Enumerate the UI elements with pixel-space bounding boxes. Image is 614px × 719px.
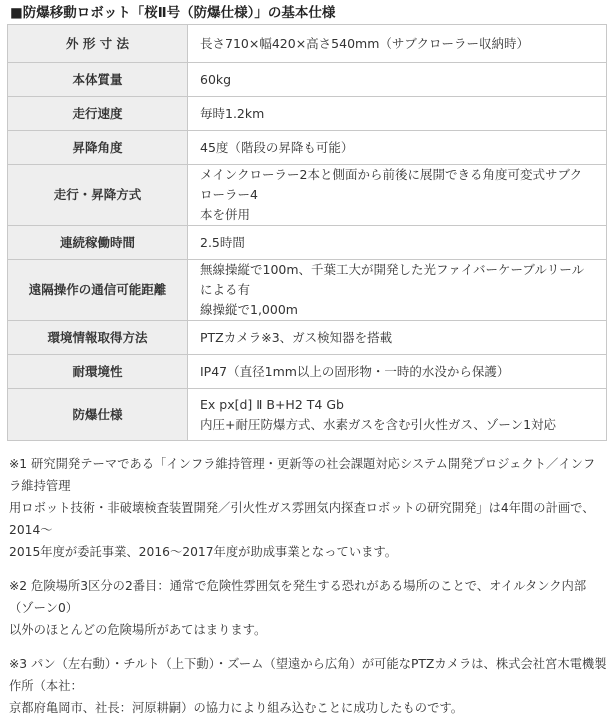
spec-row xyxy=(8,131,607,165)
spec-table xyxy=(7,24,607,441)
spec-row xyxy=(8,25,607,63)
spec-label: 走行速度 xyxy=(8,97,188,131)
spec-value-line: 毎時1.2km xyxy=(200,105,265,121)
spec-value xyxy=(188,63,607,97)
spec-label: 昇降角度 xyxy=(8,131,188,165)
spec-value xyxy=(188,25,607,63)
spec-row xyxy=(8,321,607,355)
spec-value xyxy=(188,355,607,389)
spec-label: 連続稼働時間 xyxy=(8,226,188,260)
spec-label: 本体質量 xyxy=(8,63,188,97)
spec-value-line: 2.5時間 xyxy=(200,234,245,250)
spec-value xyxy=(188,321,607,355)
spec-row xyxy=(8,355,607,389)
spec-heading: ■防爆移動ロボット「桜Ⅱ号（防爆仕様）」の基本仕様 xyxy=(10,5,336,21)
footnote-line: 用ロボット技術・非破壊検査装置開発／引火性ガス雰囲気内探査ロボットの研究開発」は4年間の計画で、2014～ xyxy=(9,501,595,537)
spec-row xyxy=(8,63,607,97)
footnote-line: 京都府亀岡市、社長：河原耕嗣）の協力により組み込むことに成功したものです。 xyxy=(9,701,464,715)
footnote-line: ※1 研究開発テーマである「インフラ維持管理・更新等の社会課題対応システム開発プロジェクト／インフラ維持管理 xyxy=(9,457,596,493)
spec-value-line: 内圧+耐圧防爆方式、水素ガスを含む引火性ガス、ゾーン1対応 xyxy=(200,416,557,432)
spec-value-line: IP47（直径1mm以上の固形物・一時的水没から保護） xyxy=(200,363,510,379)
spec-label: 耐環境性 xyxy=(8,355,188,389)
page xyxy=(0,3,614,715)
spec-value-line: 長さ710×幅420×高さ540mm（サブクローラー収納時） xyxy=(200,35,530,51)
spec-value-line: メインクローラー2本と側面から前後に展開できる角度可変式サブクローラー4 xyxy=(200,167,583,202)
spec-value-line: 本を併用 xyxy=(200,207,251,222)
footnotes xyxy=(7,453,607,719)
spec-value-line: 無線操縦で100m、千葉工大が開発した光ファイバーケーブルリールによる有 xyxy=(200,262,585,297)
spec-value-line: 45度（階段の昇降も可能） xyxy=(200,139,354,155)
spec-row xyxy=(8,226,607,260)
footnote xyxy=(9,453,607,563)
spec-value-line: PTZカメラ※3、ガス検知器を搭載 xyxy=(200,329,393,345)
spec-value-line: 線操縦で1,000m xyxy=(200,302,298,317)
spec-row xyxy=(8,389,607,441)
spec-value xyxy=(188,165,607,226)
spec-value xyxy=(188,97,607,131)
spec-label: 防爆仕様 xyxy=(8,389,188,441)
spec-value xyxy=(188,389,607,441)
footnote-line: 以外のほとんどの危険場所があてはまります。 xyxy=(9,623,267,637)
spec-label: 遠隔操作の通信可能距離 xyxy=(8,260,188,321)
footnote xyxy=(9,575,607,641)
spec-row xyxy=(8,165,607,226)
spec-value xyxy=(188,131,607,165)
spec-value-line: 60kg xyxy=(200,71,232,87)
spec-label: 走行・昇降方式 xyxy=(8,165,188,226)
spec-table-body xyxy=(8,25,607,441)
spec-value-line: Ex px[d] Ⅱ B+H2 T4 Gb xyxy=(200,396,344,412)
spec-row xyxy=(8,97,607,131)
spec-label: 環境情報取得方法 xyxy=(8,321,188,355)
footnote-line: 2015年度が委託事業、2016～2017年度が助成事業となっています。 xyxy=(9,545,398,559)
footnote xyxy=(9,653,607,719)
footnote-line: ※2 危険場所3区分の2番目：通常で危険性雰囲気を発生する恐れがある場所のことで、オイルタンク内部（ゾーン0） xyxy=(9,579,587,615)
spec-row xyxy=(8,260,607,321)
spec-value xyxy=(188,226,607,260)
footnote-line: ※3 パン（左右動）・チルト（上下動）・ズーム（望遠から広角）が可能なPTZカメラは、株式会社宮木電機製作所（本社： xyxy=(9,657,607,693)
spec-value xyxy=(188,260,607,321)
spec-label: 外 形 寸 法 xyxy=(8,25,188,63)
